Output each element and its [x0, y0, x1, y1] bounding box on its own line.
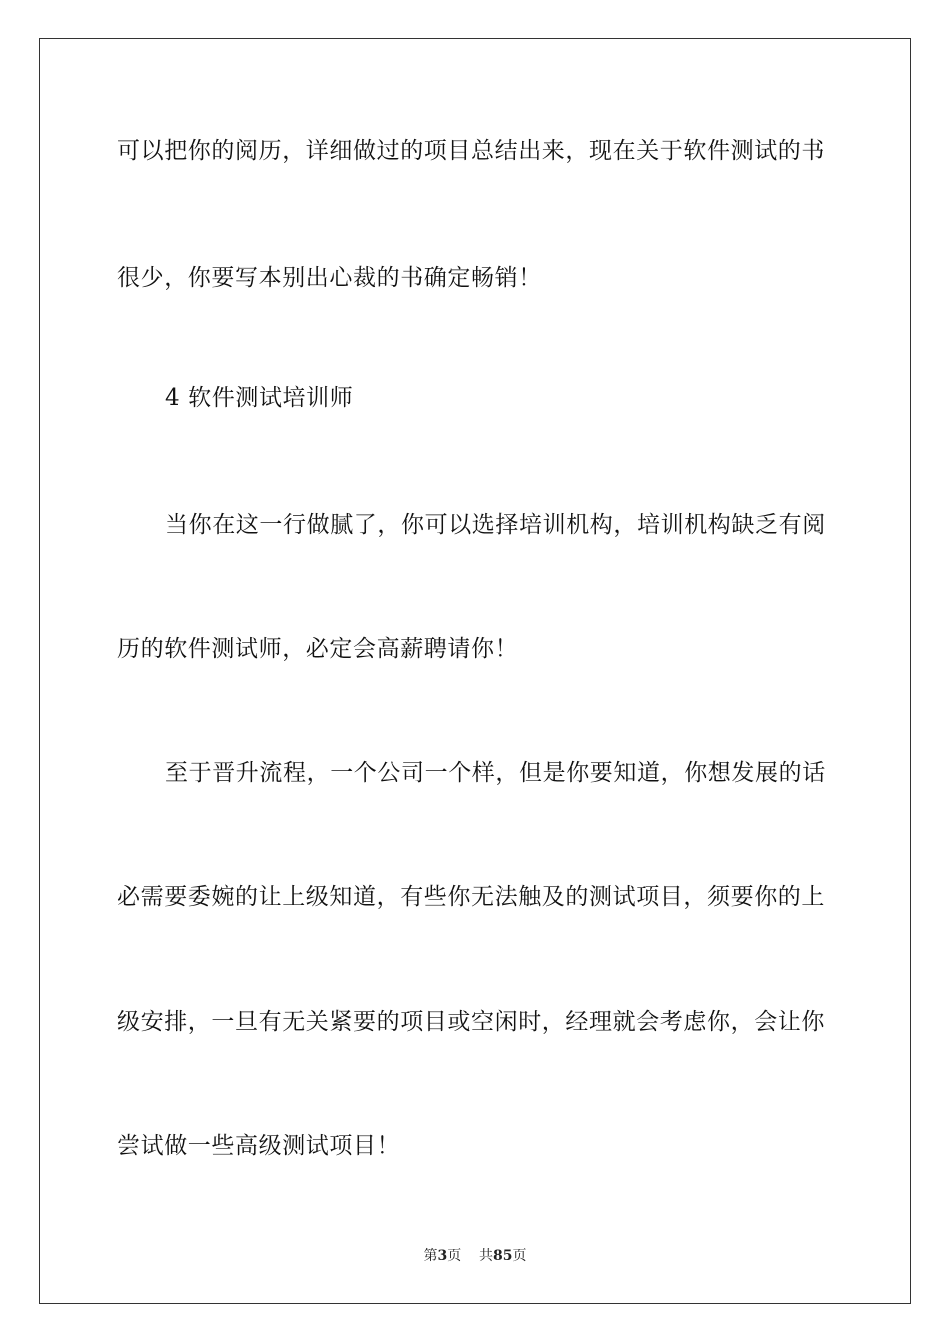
page-footer [0, 1247, 950, 1265]
page-number: 3 [437, 1248, 448, 1264]
total-prefix: 共 [479, 1248, 494, 1264]
paragraph-line: 尝试做一些高级测试项目！ [117, 1133, 401, 1159]
paragraph-line: 必需要委婉的让上级知道，有些你无法触及的测试项目，须要你的上 [117, 884, 825, 910]
paragraph-line: 很少，你要写本别出心裁的书确定畅销！ [117, 265, 542, 291]
paragraph-line: 可以把你的阅历，详细做过的项目总结出来，现在关于软件测试的书 [117, 138, 825, 164]
page-prefix: 第 [423, 1248, 438, 1264]
page-border [39, 38, 911, 1304]
paragraph-line: 至于晋升流程，一个公司一个样，但是你要知道，你想发展的话 [165, 760, 826, 786]
paragraph-line: 级安排，一旦有无关紧要的项目或空闲时，经理就会考虑你，会让你 [117, 1009, 825, 1035]
total-pages: 85 [493, 1248, 513, 1264]
paragraph-line: 当你在这一行做腻了，你可以选择培训机构，培训机构缺乏有阅 [165, 512, 826, 538]
paragraph-line: 历的软件测试师，必定会高薪聘请你！ [117, 636, 519, 662]
total-suffix: 页 [512, 1248, 527, 1264]
section-heading: 4 软件测试培训师 [165, 385, 354, 411]
page-suffix: 页 [447, 1248, 462, 1264]
